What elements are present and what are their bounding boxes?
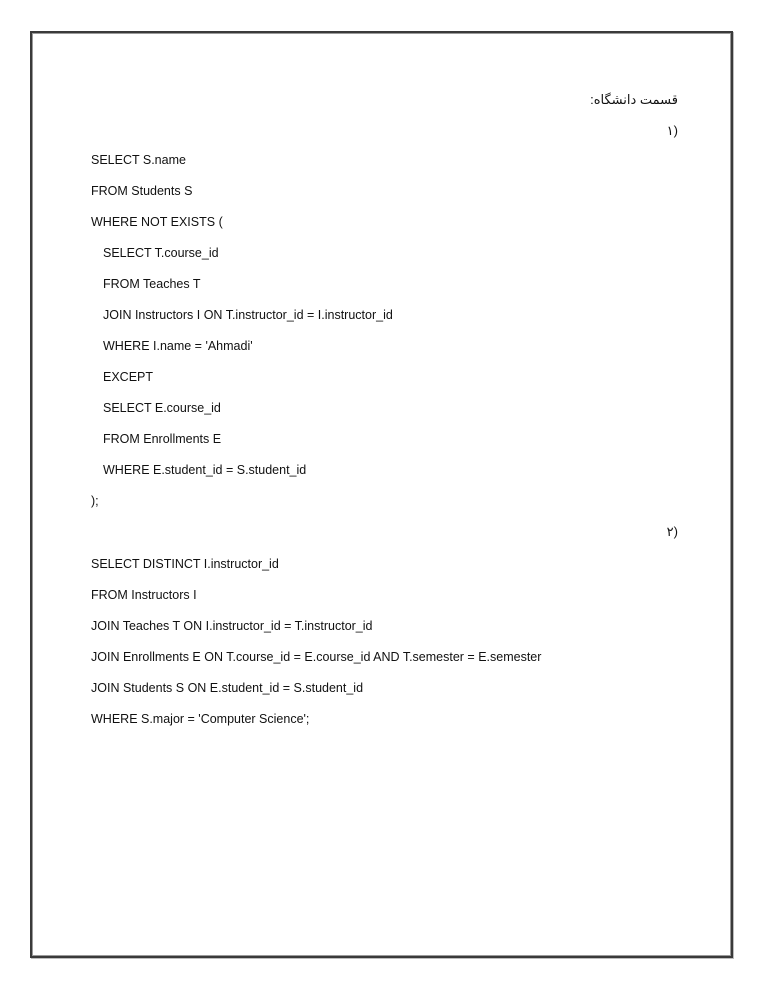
page-border (30, 31, 733, 958)
code-line: ); (91, 494, 99, 508)
code-line: JOIN Instructors I ON T.instructor_id = I.instructor_id (103, 308, 393, 322)
code-line: WHERE E.student_id = S.student_id (103, 463, 307, 477)
section-heading: قسمت دانشگاه: (590, 92, 678, 107)
code-line: SELECT DISTINCT I.instructor_id (91, 557, 279, 571)
code-line: JOIN Students S ON E.student_id = S.student_id (91, 681, 364, 695)
code-line: FROM Enrollments E (103, 432, 222, 446)
question-2-number: (۲ (666, 524, 678, 539)
code-line: WHERE S.major = 'Computer Science'; (91, 712, 310, 726)
code-line: FROM Teaches T (103, 277, 201, 291)
code-line: SELECT S.name (91, 153, 186, 167)
code-line: SELECT E.course_id (103, 401, 221, 415)
code-line: JOIN Teaches T ON I.instructor_id = T.instructor_id (91, 619, 373, 633)
code-line: FROM Instructors I (91, 588, 197, 602)
question-1-number: (۱ (666, 123, 678, 138)
code-line: WHERE I.name = 'Ahmadi' (103, 339, 253, 353)
code-line: FROM Students S (91, 184, 193, 198)
code-line: JOIN Enrollments E ON T.course_id = E.course_id AND T.semester = E.semester (91, 650, 542, 664)
code-line: SELECT T.course_id (103, 246, 219, 260)
code-line: EXCEPT (103, 370, 154, 384)
code-line: WHERE NOT EXISTS ( (91, 215, 223, 229)
